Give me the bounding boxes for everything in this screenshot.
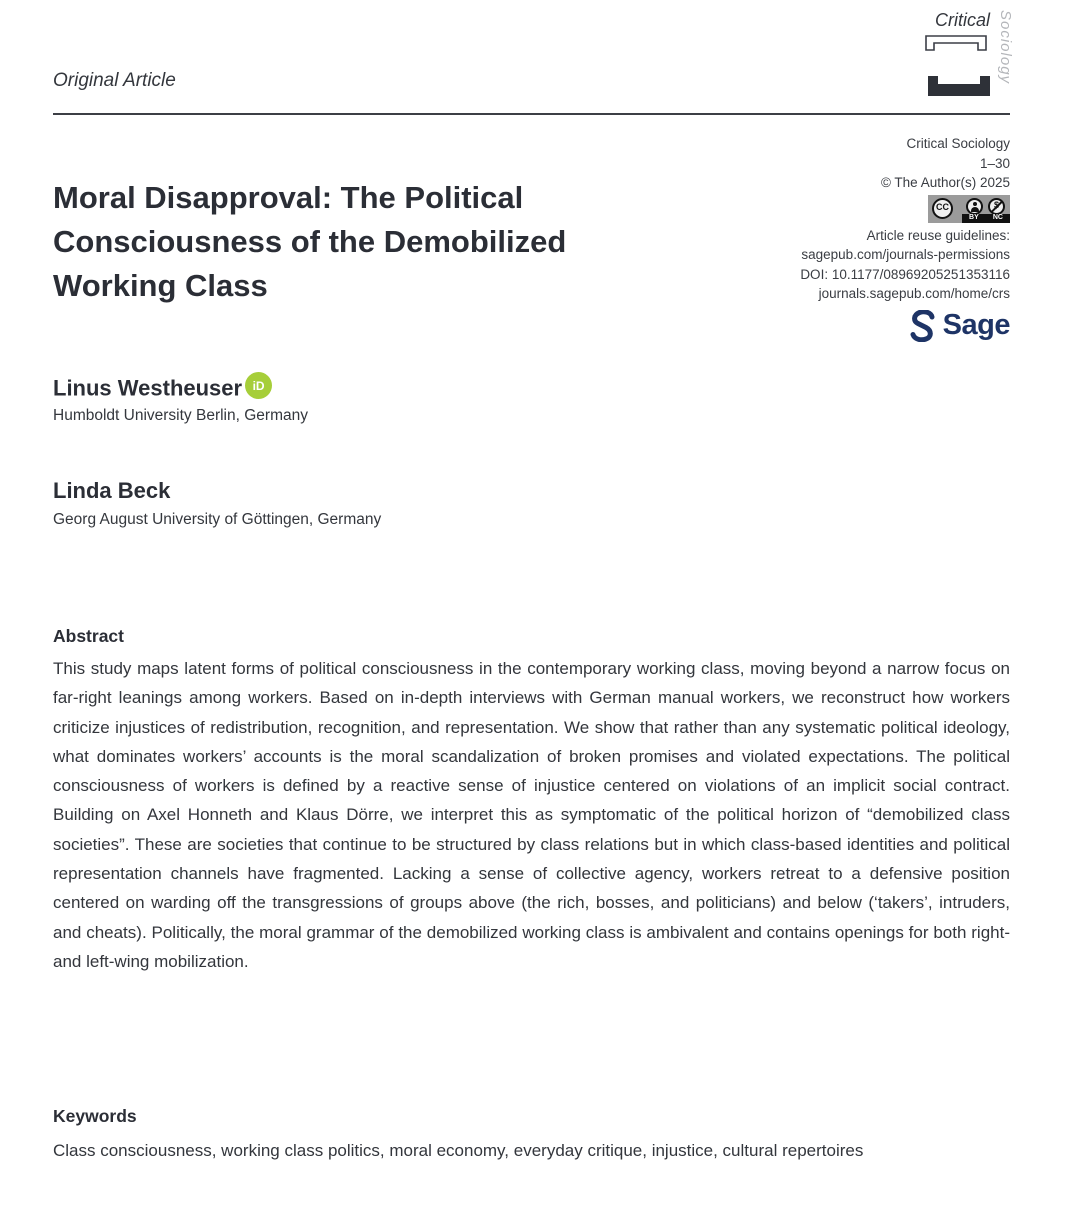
cc-badge-labels [962,214,1010,223]
journal-info-block [650,134,1010,342]
cc-by-label: BY [969,214,979,222]
journal-home-link[interactable]: journals.sagepub.com/home/crs [818,286,1010,301]
page-range: 1–30 [979,155,1010,171]
journal-logo-word-sociology: Sociology [997,10,1014,85]
orcid-icon[interactable]: iD [245,372,272,399]
journal-name: Critical Sociology [906,136,1010,151]
journal-logo-word-critical: Critical [934,10,990,30]
cc-icon: CC [932,198,953,219]
bracket-filled-icon [928,76,990,101]
keywords-text: Class consciousness, working class politics, moral economy, everyday critique, injustice, cultural repertoires [53,1141,864,1160]
reuse-guidelines-label: Article reuse guidelines: [866,227,1010,243]
abstract-heading: Abstract [53,626,124,646]
journal-logo [922,8,1014,108]
header-divider [53,113,1010,115]
bracket-outline-icon [925,35,987,56]
author-2-text: Linda Beck [53,478,171,503]
copyright-line: © The Author(s) 2025 [880,175,1010,190]
abstract-text: This study maps latent forms of political consciousness in the contemporary working class, moving beyond a narrow focus on far-right leanings among workers. Based on in-depth interviews with German manual workers, we reconstruct how workers criticize injustices of redistribution, recognition, and representation. We show that rather than any systematic political ideology, what dominates workers’ accounts is the moral scandalization of broken promises and violated expectations. The political consciousness of workers is defined by a reactive sense of injustice centered on violations of an implicit social contract. Building on Axel Honneth and Klaus Dörre, we interpret this as symptomatic of the political horizon of “demobilized class societies”. These are societies that continue to be structured by class relations but in which class-based identities and political representation channels have fragmented. Lacking a sense of collective agency, workers retreat to a defensive position centered on warding off the transgressions of groups above (the rich, bosses, and politicians) and below (‘takers’, intruders, and cheats). Politically, the moral grammar of the demobilized working class is ambivalent and contains openings for both right- and left-wing mobilization. [53,659,1010,971]
author-1-text: Linus Westheuser [53,375,243,401]
author-affiliation-1: Humboldt University Berlin, Germany [53,407,308,424]
cc-license-badge[interactable] [928,195,1010,223]
author-name-1 [53,372,272,402]
article-title: Moral Disapproval: The Political Consciousness of the Demobilized Working Class [53,179,567,303]
sage-s-icon [910,310,936,342]
keywords-heading: Keywords [53,1106,137,1126]
author-name-2 [53,478,170,504]
article-type-label: Original Article [53,70,176,91]
permissions-link[interactable]: sagepub.com/journals-permissions [801,247,1010,262]
sage-logo [650,310,1010,342]
author-affiliation-2: Georg August University of Göttingen, Germany [53,511,382,528]
cc-nc-label: NC [992,214,1003,222]
sage-wordmark: Sage [942,308,1010,341]
doi-link[interactable]: DOI: 10.1177/08969205251353116 [800,266,1010,282]
